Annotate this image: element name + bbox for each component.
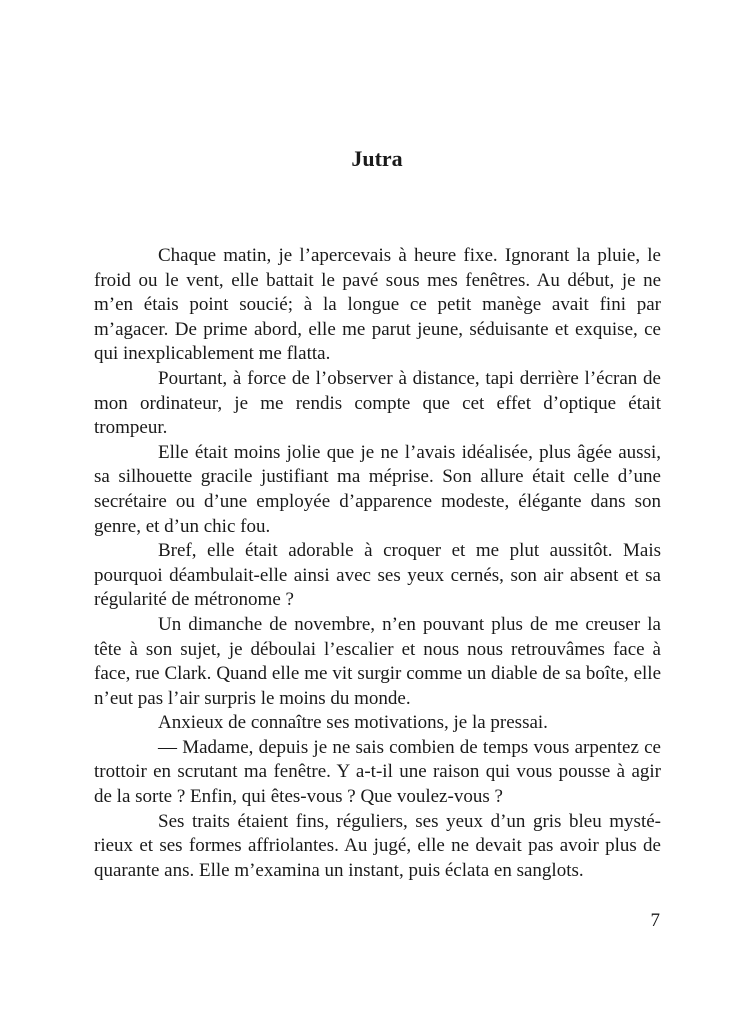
page-number: 7 — [650, 910, 660, 931]
paragraph: Un dimanche de novembre, n’en pouvant plus de me creuser la tête à son sujet, je déboulai l’escalier et nous nous retrouvâmes face à face, rue Clark. Quand elle me vit surgir comme un diable de sa boîte, elle n’eut pas l’air surpris le moins du monde. — [94, 613, 661, 709]
paragraph: — Madame, depuis je ne sais combien de temps vous arpentez ce trottoir en scrutant ma fenêtre. Y a-t-il une raison qui vous pousse à agir de la sorte ? Enfin, qui êtes-vous ? Que voulez-vous ? — [94, 736, 661, 808]
chapter-title: Jutra — [351, 146, 403, 171]
paragraph: Bref, elle était adorable à croquer et me plut aussitôt. Mais pourquoi déambulait-elle ainsi avec ses yeux cernés, son air absent et sa régularité de métronome ? — [94, 540, 661, 611]
chapter-body — [94, 244, 661, 883]
paragraph: Ses traits étaient fins, réguliers, ses yeux d’un gris bleu mystérieux et ses formes affriolantes. Au jugé, elle ne devait pas avoir plus de quarante ans. Elle m’examina un instant, puis éclata en sanglots. — [94, 810, 661, 881]
paragraph: Anxieux de connaître ses motivations, je la pressai. — [158, 712, 548, 734]
paragraph: Chaque matin, je l’apercevais à heure fixe. Ignorant la pluie, le froid ou le vent, elle battait le pavé sous mes fenêtres. Au début, je ne m’en étais point soucié; à la longue ce petit manège avait fini par m’agacer. De prime abord, elle me parut jeune, séduisante et exquise, ce qui inexplicablement me flatta. — [94, 245, 661, 365]
paragraph: Elle était moins jolie que je ne l’avais idéalisée, plus âgée aussi, sa silhouette gracile justifiant ma méprise. Son allure était celle d’une secrétaire ou d’une employée d’apparence modeste, élégante dans son genre, et d’un chic fou. — [94, 441, 661, 537]
paragraph: Pourtant, à force de l’observer à distance, tapi derrière l’écran de mon ordinateur, je me rendis compte que cet effet d’optique était trompeur. — [94, 367, 661, 439]
